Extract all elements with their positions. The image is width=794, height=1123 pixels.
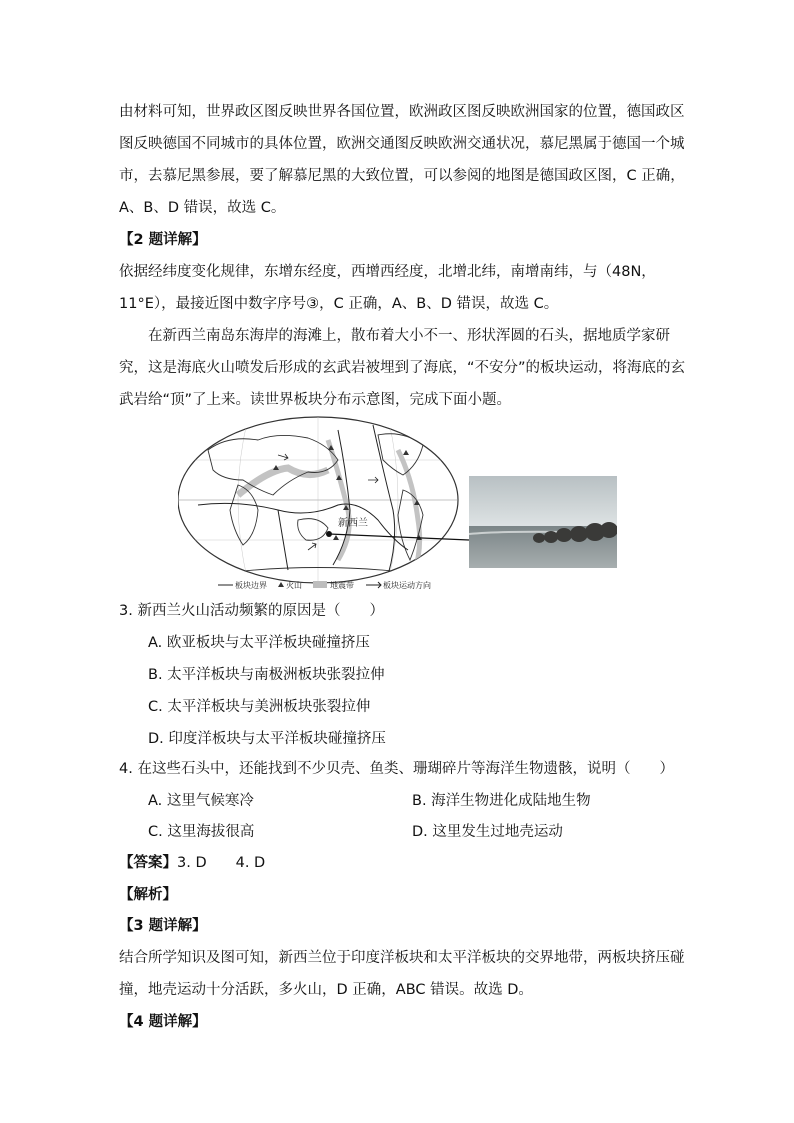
legend-quake: 地震带 [330,581,354,590]
legend-boundary: 板块边界 [235,581,267,590]
q4-option-c[interactable]: C. 这里海拔很高 [148,824,255,840]
analysis-heading: 【解析】 [119,887,177,903]
legend-volcano: 火山 [286,581,302,590]
paragraph-line: 结合所学知识及图可知，新西兰位于印度洋板块和太平洋板块的交界地带，两板块挤压碰 [119,950,685,966]
q3-option-b[interactable]: B. 太平洋板块与南极洲板块张裂拉伸 [148,667,385,683]
answer-label: 【答案】 [119,855,177,871]
q3-stem: 3. 新西兰火山活动频繁的原因是（ ） [119,603,384,619]
paragraph-line: 依据经纬度变化规律，东增东经度，西增西经度，北增北纬，南增南纬，与（48N， [119,264,656,280]
legend [218,580,431,590]
answer-values: 3. D 4. D [177,855,266,871]
q3-detail-heading: 【3 题详解】 [119,918,207,934]
moeraki-boulders-photo [469,476,617,568]
q3-option-a[interactable]: A. 欧亚板块与太平洋板块碰撞挤压 [148,635,370,651]
paragraph-line: 由材料可知，世界政区图反映世界各国位置，欧洲政区图反映欧洲国家的位置，德国政区 [119,104,685,120]
nz-label: 新西兰 [338,518,368,529]
q2-detail-heading: 【2 题详解】 [119,232,207,248]
intro-line: 究，这是海底火山喷发后形成的玄武岩被埋到了海底，“不安分”的板块运动，将海底的玄 [119,360,686,376]
q4-option-a[interactable]: A. 这里气候寒冷 [148,793,254,809]
legend-motion: 板块运动方向 [383,581,431,590]
paragraph-line: 市，去慕尼黑参展，要了解慕尼黑的大致位置，可以参阅的地图是德国政区图，C 正确， [119,168,685,184]
q4-option-b[interactable]: B. 海洋生物进化成陆地生物 [412,793,591,809]
paragraph-line: 图反映德国不同城市的具体位置，欧洲交通图反映欧洲交通状况，慕尼黑属于德国一个城 [119,136,685,152]
intro-line: 在新西兰南岛东海岸的海滩上，散布着大小不一、形状浑圆的石头，据地质学家研 [148,328,670,344]
answer-line [119,853,265,873]
q3-option-d[interactable]: D. 印度洋板块与太平洋板块碰撞挤压 [148,731,386,747]
q4-option-d[interactable]: D. 这里发生过地壳运动 [412,824,563,840]
paragraph-line: 11°E），最接近图中数字序号③，C 正确，A、B、D 错误，故选 C。 [119,296,559,312]
paragraph-line: 撞，地壳运动十分活跃，多火山，D 正确，ABC 错误。故选 D。 [119,982,533,998]
q3-option-c[interactable]: C. 太平洋板块与美洲板块张裂拉伸 [148,699,371,715]
paragraph-line: A、B、D 错误，故选 C。 [119,200,286,216]
intro-line: 武岩给“顶”了上来。读世界板块分布示意图，完成下面小题。 [119,392,512,408]
q4-stem: 4. 在这些石头中，还能找到不少贝壳、鱼类、珊瑚碎片等海洋生物遗骸，说明（ ） [119,761,674,777]
q4-detail-heading: 【4 题详解】 [119,1014,207,1030]
